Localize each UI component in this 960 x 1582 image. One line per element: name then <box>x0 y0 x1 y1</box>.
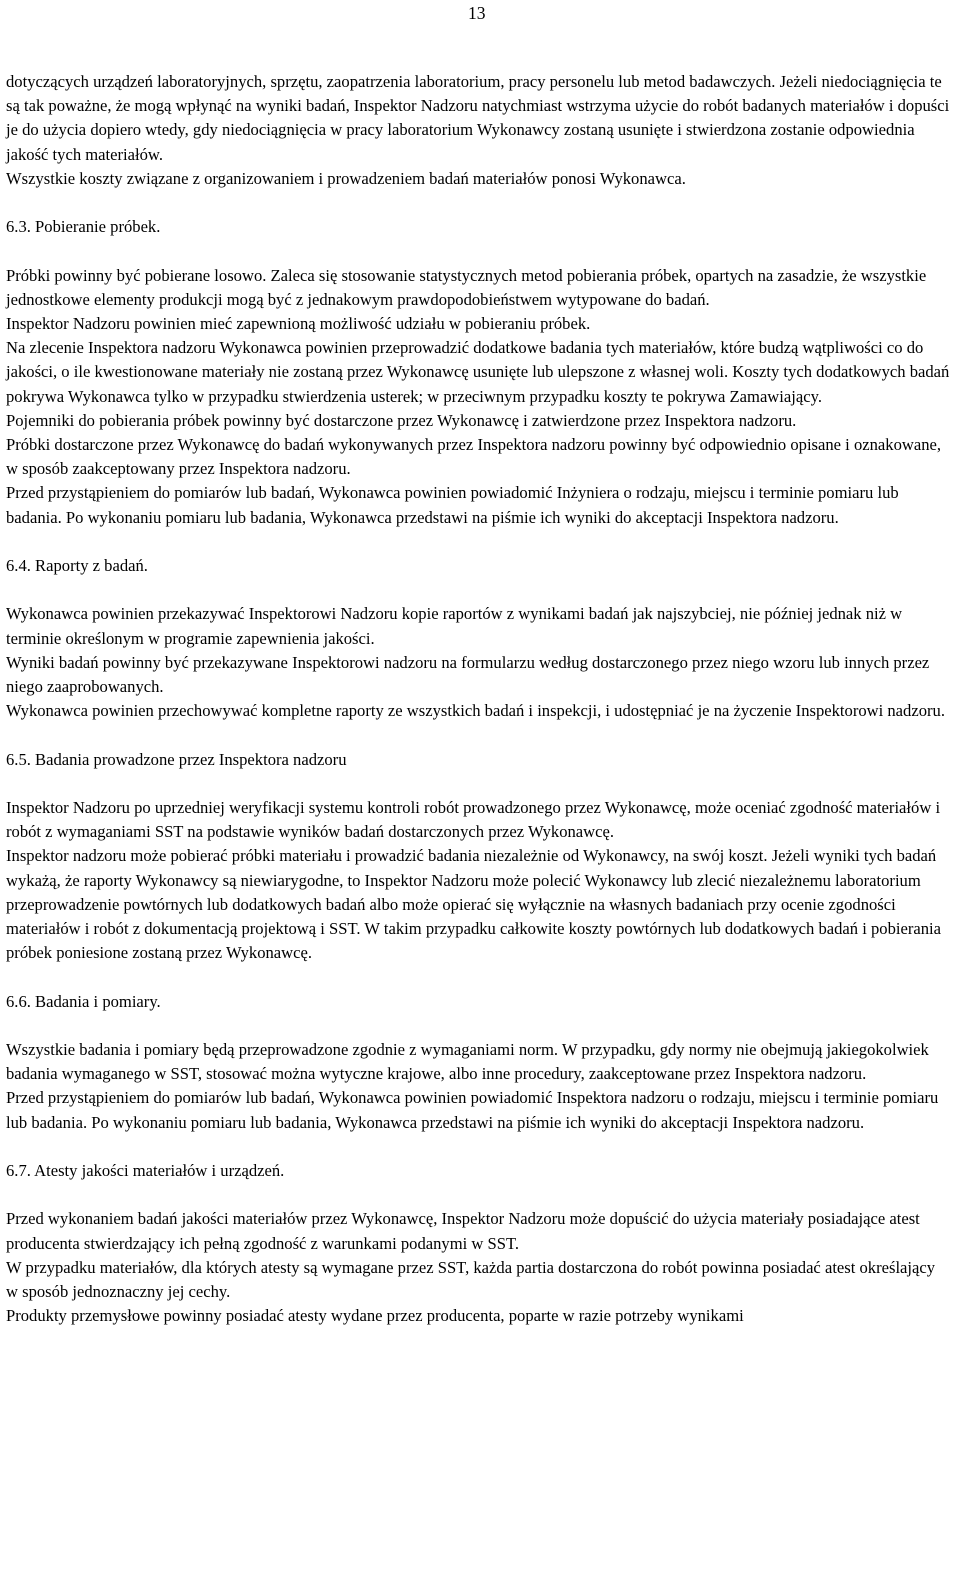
page-number: 13 <box>468 3 486 23</box>
section-heading-6-3: 6.3. Pobieranie próbek. <box>6 217 161 237</box>
paragraph: Inspektor Nadzoru po uprzedniej weryfikacji systemu kontroli robót prowadzonego przez Wykonawcę, może oceniać zgodność materiałów i robót z wymaganiami SST na podstawie wyników badań dostarczonych przez Wykonawcę. <box>6 798 941 842</box>
paragraph: Wykonawca powinien przechowywać kompletne raporty ze wszystkich badań i inspekcji, i udostępniać je na życzenie Inspektorowi nadzoru. <box>6 701 945 721</box>
paragraph: Przed przystąpieniem do pomiarów lub badań, Wykonawca powinien powiadomić Inżyniera o rodzaju, miejscu i terminie pomiaru lub badania. Po wykonaniu pomiaru lub badania, Wykonawca przedstawi na piśmie ich wyniki do akceptacji Inspektora nadzoru. <box>6 483 899 527</box>
paragraph: Wszystkie koszty związane z organizowaniem i prowadzeniem badań materiałów ponosi Wykonawca. <box>6 168 686 188</box>
section-heading-6-4: 6.4. Raporty z badań. <box>6 556 148 576</box>
paragraph: Próbki dostarczone przez Wykonawcę do badań wykonywanych przez Inspektora nadzoru powinny być odpowiednio opisane i oznakowane, w sposób zaakceptowany przez Inspektora nadzoru. <box>6 435 942 479</box>
paragraph: Wyniki badań powinny być przekazywane Inspektorowi nadzoru na formularzu według dostarczonego przez niego wzoru lub innych przez niego zaaprobowanych. <box>6 652 930 697</box>
paragraph: Próbki powinny być pobierane losowo. Zaleca się stosowanie statystycznych metod pobierania próbek, opartych na zasadzie, że wszystkie jednostkowe elementy produkcji mogą być z jednakowym prawdopodobieństwem wytypowane do badań. <box>6 265 927 309</box>
paragraph: Pojemniki do pobierania próbek powinny być dostarczone przez Wykonawcę i zatwierdzone przez Inspektora nadzoru. <box>6 410 797 430</box>
paragraph: Produkty przemysłowe powinny posiadać atesty wydane przez producenta, poparte w razie potrzeby wynikami <box>6 1306 744 1326</box>
section-heading-6-5: 6.5. Badania prowadzone przez Inspektora nadzoru <box>6 749 347 769</box>
section-heading-6-7: 6.7. Atesty jakości materiałów i urządzeń. <box>6 1161 285 1180</box>
paragraph: Wykonawca powinien przekazywać Inspektorowi Nadzoru kopie raportów z wynikami badań jak najszybciej, nie później jednak niż w terminie określonym w programie zapewnienia jakości. <box>6 604 903 648</box>
paragraph: Inspektor nadzoru może pobierać próbki materiału i prowadzić badania niezależnie od Wykonawcy, na swój koszt. Jeżeli wyniki tych badań wykażą, że raporty Wykonawcy są niewiarygodne, to Inspektor Nadzoru może polecić Wykonawcy lub zlecić niezależnemu laboratorium przeprowadzenie powtórnych lub dodatkowych badań albo może opierać się wyłącznie na własnych badaniach przy ocenie zgodności materiałów i robót z dokumentacją projektową i SST. W takim przypadku całkowite koszty powtórnych lub dodatkowych badań i pobierania próbek poniesione zostaną przez Wykonawcę. <box>6 846 942 963</box>
paragraph: Na zlecenie Inspektora nadzoru Wykonawca powinien przeprowadzić dodatkowe badania tych materiałów, które budzą wątpliwości co do jakości, o ile kwestionowane materiały nie zostaną przez Wykonawcę usunięte lub ulepszone z własnej woli. Koszty tych dodatkowych badań pokrywa Wykonawca tylko w przypadku stwierdzenia usterek; w przeciwnym przypadku koszty te pokrywa Zamawiający. <box>6 338 950 406</box>
document-body <box>6 70 950 1328</box>
paragraph: Inspektor Nadzoru powinien mieć zapewnioną możliwość udziału w pobieraniu próbek. <box>6 314 591 333</box>
paragraph: Wszystkie badania i pomiary będą przeprowadzone zgodnie z wymaganiami norm. W przypadku, gdy normy nie obejmują jakiegokolwiek badania wymaganego w SST, stosować można wytyczne krajowe, albo inne procedury, zaakceptowane przez Inspektora nadzoru. <box>6 1040 929 1084</box>
paragraph: dotyczących urządzeń laboratoryjnych, sprzętu, zaopatrzenia laboratorium, pracy personelu lub metod badawczych. Jeżeli niedociągnięcia te są tak poważne, że mogą wpłynąć na wyniki badań, Inspektor Nadzoru natychmiast wstrzyma użycie do robót badanych materiałów i dopuści je do użycia dopiero wtedy, gdy niedociągnięcia w pracy laboratorium Wykonawcy zostaną usunięte i stwierdzona zostanie odpowiednia jakość tych materiałów. <box>6 72 950 164</box>
paragraph: Przed przystąpieniem do pomiarów lub badań, Wykonawca powinien powiadomić Inspektora nadzoru o rodzaju, miejscu i terminie pomiaru lub badania. Po wykonaniu pomiaru lub badania, Wykonawca przedstawi na piśmie ich wyniki do akceptacji Inspektora nadzoru. <box>6 1088 939 1132</box>
paragraph: Przed wykonaniem badań jakości materiałów przez Wykonawcę, Inspektor Nadzoru może dopuścić do użycia materiały posiadające atest producenta stwierdzający ich pełną zgodność z warunkami podanymi w SST. <box>6 1209 920 1253</box>
paragraph: W przypadku materiałów, dla których atesty są wymagane przez SST, każda partia dostarczona do robót powinna posiadać atest określający w sposób jednoznaczny jej cechy. <box>6 1257 936 1301</box>
section-heading-6-6: 6.6. Badania i pomiary. <box>6 991 161 1011</box>
